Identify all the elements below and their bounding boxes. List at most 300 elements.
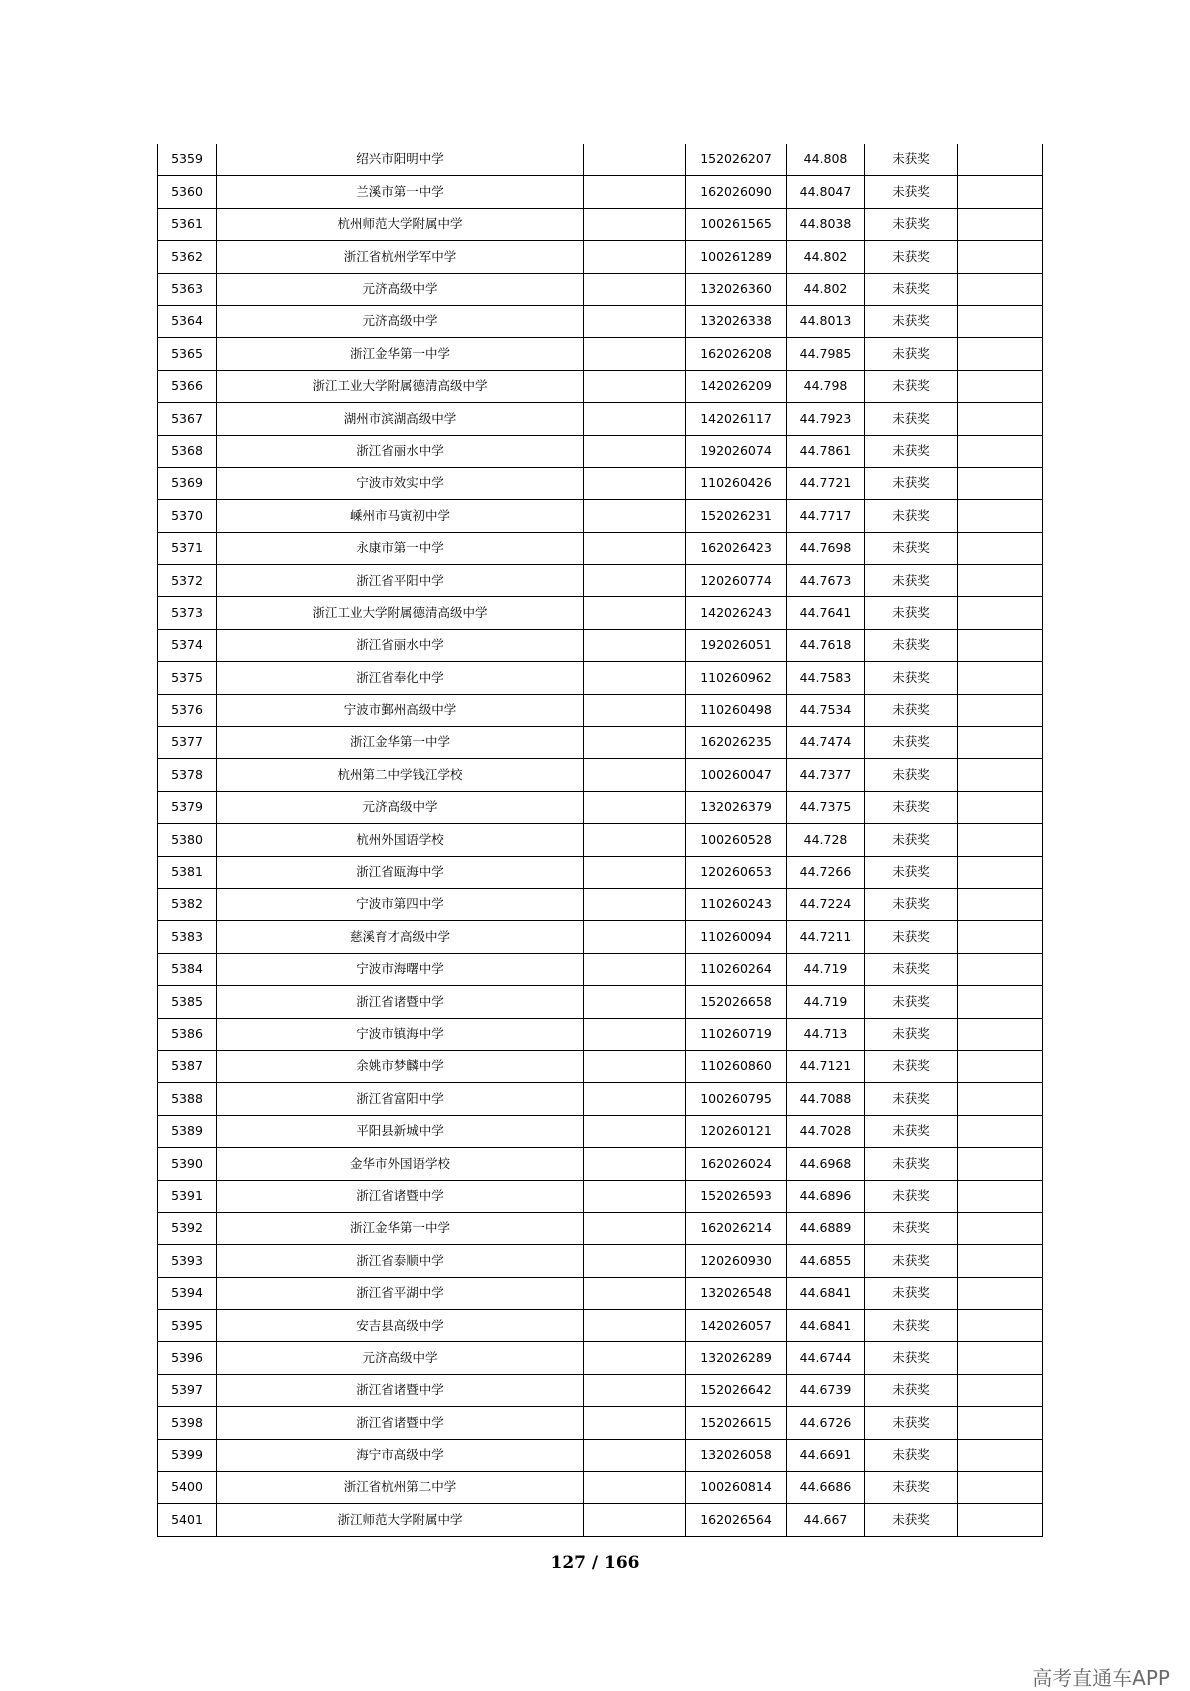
empty-cell [584, 953, 686, 985]
rank-cell: 5366 [158, 370, 217, 402]
empty-cell [584, 435, 686, 467]
school-cell: 安吉县高级中学 [217, 1310, 584, 1342]
award-cell: 未获奖 [865, 824, 958, 856]
table-row [158, 953, 1043, 985]
table-row [158, 1018, 1043, 1050]
empty-cell [584, 824, 686, 856]
score-cell: 44.7673 [787, 565, 865, 597]
rank-cell: 5372 [158, 565, 217, 597]
school-cell: 浙江省杭州第二中学 [217, 1472, 584, 1504]
award-cell: 未获奖 [865, 467, 958, 499]
award-cell: 未获奖 [865, 856, 958, 888]
rank-cell: 5388 [158, 1083, 217, 1115]
rank-cell: 5371 [158, 532, 217, 564]
award-cell: 未获奖 [865, 662, 958, 694]
score-cell: 44.8013 [787, 305, 865, 337]
empty-cell [958, 467, 1043, 499]
rank-cell: 5396 [158, 1342, 217, 1374]
score-cell: 44.6968 [787, 1148, 865, 1180]
score-cell: 44.7266 [787, 856, 865, 888]
empty-cell [584, 1342, 686, 1374]
candidate-id-cell: 110260243 [686, 888, 787, 920]
school-cell: 宁波市第四中学 [217, 888, 584, 920]
empty-cell [584, 532, 686, 564]
candidate-id-cell: 120260653 [686, 856, 787, 888]
empty-cell [958, 338, 1043, 370]
empty-cell [584, 921, 686, 953]
school-cell: 浙江省诸暨中学 [217, 1374, 584, 1406]
score-cell: 44.7224 [787, 888, 865, 920]
candidate-id-cell: 110260094 [686, 921, 787, 953]
score-cell: 44.7534 [787, 694, 865, 726]
candidate-id-cell: 142026209 [686, 370, 787, 402]
award-cell: 未获奖 [865, 273, 958, 305]
table-row [158, 1439, 1043, 1471]
award-cell: 未获奖 [865, 1472, 958, 1504]
empty-cell [958, 305, 1043, 337]
candidate-id-cell: 162026423 [686, 532, 787, 564]
score-cell: 44.7211 [787, 921, 865, 953]
score-cell: 44.8047 [787, 176, 865, 208]
results-table [157, 144, 1043, 1537]
table-row [158, 727, 1043, 759]
score-cell: 44.667 [787, 1504, 865, 1536]
candidate-id-cell: 162026235 [686, 727, 787, 759]
score-cell: 44.6739 [787, 1374, 865, 1406]
empty-cell [958, 1212, 1043, 1244]
rank-cell: 5365 [158, 338, 217, 370]
empty-cell [958, 791, 1043, 823]
table-row [158, 1277, 1043, 1309]
school-cell: 浙江师范大学附属中学 [217, 1504, 584, 1536]
empty-cell [958, 1050, 1043, 1082]
rank-cell: 5389 [158, 1115, 217, 1147]
empty-cell [958, 403, 1043, 435]
table-row [158, 338, 1043, 370]
rank-cell: 5401 [158, 1504, 217, 1536]
table-row [158, 1472, 1043, 1504]
school-cell: 浙江省富阳中学 [217, 1083, 584, 1115]
award-cell: 未获奖 [865, 1277, 958, 1309]
empty-cell [958, 1310, 1043, 1342]
empty-cell [958, 856, 1043, 888]
rank-cell: 5381 [158, 856, 217, 888]
candidate-id-cell: 132026058 [686, 1439, 787, 1471]
award-cell: 未获奖 [865, 1050, 958, 1082]
score-cell: 44.8038 [787, 208, 865, 240]
award-cell: 未获奖 [865, 1245, 958, 1277]
candidate-id-cell: 152026593 [686, 1180, 787, 1212]
rank-cell: 5364 [158, 305, 217, 337]
award-cell: 未获奖 [865, 532, 958, 564]
award-cell: 未获奖 [865, 1083, 958, 1115]
empty-cell [584, 1472, 686, 1504]
candidate-id-cell: 162026208 [686, 338, 787, 370]
rank-cell: 5368 [158, 435, 217, 467]
candidate-id-cell: 142026057 [686, 1310, 787, 1342]
table-row [158, 1407, 1043, 1439]
award-cell: 未获奖 [865, 1115, 958, 1147]
candidate-id-cell: 192026051 [686, 629, 787, 661]
rank-cell: 5363 [158, 273, 217, 305]
rank-cell: 5373 [158, 597, 217, 629]
score-cell: 44.713 [787, 1018, 865, 1050]
candidate-id-cell: 162026090 [686, 176, 787, 208]
score-cell: 44.7641 [787, 597, 865, 629]
empty-cell [584, 273, 686, 305]
rank-cell: 5359 [158, 144, 217, 176]
empty-cell [958, 1472, 1043, 1504]
award-cell: 未获奖 [865, 338, 958, 370]
empty-cell [584, 1050, 686, 1082]
award-cell: 未获奖 [865, 921, 958, 953]
candidate-id-cell: 110260498 [686, 694, 787, 726]
score-cell: 44.7717 [787, 500, 865, 532]
empty-cell [958, 1407, 1043, 1439]
school-cell: 平阳县新城中学 [217, 1115, 584, 1147]
rank-cell: 5384 [158, 953, 217, 985]
empty-cell [584, 1115, 686, 1147]
empty-cell [958, 565, 1043, 597]
empty-cell [958, 759, 1043, 791]
score-cell: 44.6841 [787, 1277, 865, 1309]
score-cell: 44.808 [787, 144, 865, 176]
award-cell: 未获奖 [865, 208, 958, 240]
empty-cell [958, 1439, 1043, 1471]
school-cell: 浙江省诸暨中学 [217, 986, 584, 1018]
empty-cell [584, 1504, 686, 1536]
empty-cell [958, 694, 1043, 726]
candidate-id-cell: 100260528 [686, 824, 787, 856]
candidate-id-cell: 120260774 [686, 565, 787, 597]
candidate-id-cell: 100261289 [686, 241, 787, 273]
empty-cell [958, 1083, 1043, 1115]
rank-cell: 5376 [158, 694, 217, 726]
award-cell: 未获奖 [865, 888, 958, 920]
school-cell: 嵊州市马寅初中学 [217, 500, 584, 532]
rank-cell: 5374 [158, 629, 217, 661]
rank-cell: 5386 [158, 1018, 217, 1050]
score-cell: 44.7618 [787, 629, 865, 661]
empty-cell [584, 1148, 686, 1180]
empty-cell [584, 403, 686, 435]
award-cell: 未获奖 [865, 1374, 958, 1406]
award-cell: 未获奖 [865, 1212, 958, 1244]
rank-cell: 5378 [158, 759, 217, 791]
empty-cell [584, 727, 686, 759]
empty-cell [958, 662, 1043, 694]
score-cell: 44.719 [787, 953, 865, 985]
school-cell: 湖州市滨湖高级中学 [217, 403, 584, 435]
award-cell: 未获奖 [865, 1310, 958, 1342]
rank-cell: 5375 [158, 662, 217, 694]
empty-cell [584, 1083, 686, 1115]
empty-cell [584, 338, 686, 370]
candidate-id-cell: 100260047 [686, 759, 787, 791]
school-cell: 元济高级中学 [217, 305, 584, 337]
school-cell: 元济高级中学 [217, 1342, 584, 1374]
award-cell: 未获奖 [865, 1148, 958, 1180]
score-cell: 44.802 [787, 241, 865, 273]
score-cell: 44.7923 [787, 403, 865, 435]
empty-cell [958, 921, 1043, 953]
school-cell: 海宁市高级中学 [217, 1439, 584, 1471]
table-row [158, 629, 1043, 661]
school-cell: 兰溪市第一中学 [217, 176, 584, 208]
table-row [158, 921, 1043, 953]
table-row [158, 888, 1043, 920]
empty-cell [584, 759, 686, 791]
rank-cell: 5361 [158, 208, 217, 240]
empty-cell [584, 1439, 686, 1471]
rank-cell: 5362 [158, 241, 217, 273]
award-cell: 未获奖 [865, 144, 958, 176]
award-cell: 未获奖 [865, 1180, 958, 1212]
score-cell: 44.7121 [787, 1050, 865, 1082]
candidate-id-cell: 142026243 [686, 597, 787, 629]
empty-cell [584, 208, 686, 240]
school-cell: 浙江省奉化中学 [217, 662, 584, 694]
school-cell: 元济高级中学 [217, 791, 584, 823]
score-cell: 44.6691 [787, 1439, 865, 1471]
candidate-id-cell: 192026074 [686, 435, 787, 467]
school-cell: 金华市外国语学校 [217, 1148, 584, 1180]
candidate-id-cell: 142026117 [686, 403, 787, 435]
award-cell: 未获奖 [865, 759, 958, 791]
rank-cell: 5392 [158, 1212, 217, 1244]
rank-cell: 5377 [158, 727, 217, 759]
candidate-id-cell: 162026024 [686, 1148, 787, 1180]
empty-cell [584, 565, 686, 597]
table-row [158, 986, 1043, 1018]
empty-cell [584, 888, 686, 920]
page-number: 127 / 166 [550, 1553, 640, 1573]
table-row [158, 1050, 1043, 1082]
candidate-id-cell: 132026338 [686, 305, 787, 337]
table-row [158, 241, 1043, 273]
school-cell: 浙江省丽水中学 [217, 435, 584, 467]
school-cell: 宁波市海曙中学 [217, 953, 584, 985]
empty-cell [584, 856, 686, 888]
empty-cell [958, 532, 1043, 564]
score-cell: 44.719 [787, 986, 865, 1018]
table-row [158, 403, 1043, 435]
rank-cell: 5367 [158, 403, 217, 435]
table-row [158, 1310, 1043, 1342]
empty-cell [584, 694, 686, 726]
candidate-id-cell: 120260121 [686, 1115, 787, 1147]
score-cell: 44.7377 [787, 759, 865, 791]
candidate-id-cell: 100261565 [686, 208, 787, 240]
score-cell: 44.7583 [787, 662, 865, 694]
empty-cell [958, 953, 1043, 985]
rank-cell: 5360 [158, 176, 217, 208]
score-cell: 44.7721 [787, 467, 865, 499]
award-cell: 未获奖 [865, 435, 958, 467]
candidate-id-cell: 132026360 [686, 273, 787, 305]
empty-cell [958, 370, 1043, 402]
school-cell: 杭州外国语学校 [217, 824, 584, 856]
award-cell: 未获奖 [865, 597, 958, 629]
award-cell: 未获奖 [865, 370, 958, 402]
table-row [158, 694, 1043, 726]
school-cell: 浙江金华第一中学 [217, 727, 584, 759]
award-cell: 未获奖 [865, 176, 958, 208]
empty-cell [584, 791, 686, 823]
school-cell: 慈溪育才高级中学 [217, 921, 584, 953]
table-row [158, 435, 1043, 467]
school-cell: 浙江金华第一中学 [217, 1212, 584, 1244]
empty-cell [958, 500, 1043, 532]
empty-cell [584, 1018, 686, 1050]
empty-cell [958, 629, 1043, 661]
school-cell: 浙江省泰顺中学 [217, 1245, 584, 1277]
score-cell: 44.6841 [787, 1310, 865, 1342]
table-row [158, 1083, 1043, 1115]
table-row [158, 1180, 1043, 1212]
score-cell: 44.798 [787, 370, 865, 402]
award-cell: 未获奖 [865, 986, 958, 1018]
rank-cell: 5399 [158, 1439, 217, 1471]
empty-cell [958, 1018, 1043, 1050]
empty-cell [958, 1374, 1043, 1406]
table-row [158, 370, 1043, 402]
school-cell: 浙江工业大学附属德清高级中学 [217, 370, 584, 402]
table-row [158, 791, 1043, 823]
score-cell: 44.7088 [787, 1083, 865, 1115]
school-cell: 宁波市鄞州高级中学 [217, 694, 584, 726]
empty-cell [584, 370, 686, 402]
table-row [158, 467, 1043, 499]
rank-cell: 5370 [158, 500, 217, 532]
school-cell: 永康市第一中学 [217, 532, 584, 564]
empty-cell [958, 144, 1043, 176]
score-cell: 44.7698 [787, 532, 865, 564]
empty-cell [958, 1277, 1043, 1309]
award-cell: 未获奖 [865, 565, 958, 597]
empty-cell [584, 467, 686, 499]
candidate-id-cell: 162026214 [686, 1212, 787, 1244]
school-cell: 浙江省诸暨中学 [217, 1407, 584, 1439]
empty-cell [958, 1342, 1043, 1374]
candidate-id-cell: 152026658 [686, 986, 787, 1018]
score-cell: 44.7375 [787, 791, 865, 823]
empty-cell [958, 1245, 1043, 1277]
school-cell: 绍兴市阳明中学 [217, 144, 584, 176]
award-cell: 未获奖 [865, 727, 958, 759]
school-cell: 浙江省诸暨中学 [217, 1180, 584, 1212]
table-row [158, 176, 1043, 208]
empty-cell [958, 727, 1043, 759]
candidate-id-cell: 100260795 [686, 1083, 787, 1115]
empty-cell [584, 1310, 686, 1342]
award-cell: 未获奖 [865, 791, 958, 823]
empty-cell [958, 435, 1043, 467]
table-row [158, 208, 1043, 240]
empty-cell [958, 241, 1043, 273]
table-row [158, 1115, 1043, 1147]
empty-cell [958, 1180, 1043, 1212]
empty-cell [958, 824, 1043, 856]
award-cell: 未获奖 [865, 305, 958, 337]
empty-cell [584, 597, 686, 629]
school-cell: 浙江省平湖中学 [217, 1277, 584, 1309]
score-cell: 44.7985 [787, 338, 865, 370]
candidate-id-cell: 120260930 [686, 1245, 787, 1277]
rank-cell: 5383 [158, 921, 217, 953]
candidate-id-cell: 152026642 [686, 1374, 787, 1406]
candidate-id-cell: 162026564 [686, 1504, 787, 1536]
school-cell: 浙江省丽水中学 [217, 629, 584, 661]
table-row [158, 856, 1043, 888]
school-cell: 杭州师范大学附属中学 [217, 208, 584, 240]
empty-cell [958, 597, 1043, 629]
school-cell: 浙江工业大学附属德清高级中学 [217, 597, 584, 629]
award-cell: 未获奖 [865, 694, 958, 726]
school-cell: 杭州第二中学钱江学校 [217, 759, 584, 791]
empty-cell [584, 629, 686, 661]
table-row [158, 1212, 1043, 1244]
table-row [158, 1342, 1043, 1374]
rank-cell: 5398 [158, 1407, 217, 1439]
table-row [158, 532, 1043, 564]
empty-cell [584, 1212, 686, 1244]
award-cell: 未获奖 [865, 629, 958, 661]
candidate-id-cell: 110260426 [686, 467, 787, 499]
candidate-id-cell: 132026289 [686, 1342, 787, 1374]
school-cell: 宁波市效实中学 [217, 467, 584, 499]
table-row [158, 144, 1043, 176]
empty-cell [584, 1180, 686, 1212]
score-cell: 44.6744 [787, 1342, 865, 1374]
score-cell: 44.7474 [787, 727, 865, 759]
empty-cell [958, 888, 1043, 920]
award-cell: 未获奖 [865, 403, 958, 435]
empty-cell [584, 500, 686, 532]
school-cell: 浙江省杭州学军中学 [217, 241, 584, 273]
empty-cell [958, 208, 1043, 240]
table-row [158, 597, 1043, 629]
candidate-id-cell: 110260962 [686, 662, 787, 694]
empty-cell [584, 176, 686, 208]
score-cell: 44.7028 [787, 1115, 865, 1147]
empty-cell [958, 273, 1043, 305]
candidate-id-cell: 152026231 [686, 500, 787, 532]
empty-cell [584, 662, 686, 694]
award-cell: 未获奖 [865, 1342, 958, 1374]
score-cell: 44.802 [787, 273, 865, 305]
rank-cell: 5382 [158, 888, 217, 920]
watermark: 高考直通车APP [1032, 1666, 1170, 1690]
school-cell: 浙江金华第一中学 [217, 338, 584, 370]
empty-cell [584, 986, 686, 1018]
empty-cell [958, 176, 1043, 208]
table-row [158, 1245, 1043, 1277]
score-cell: 44.6855 [787, 1245, 865, 1277]
rank-cell: 5385 [158, 986, 217, 1018]
candidate-id-cell: 110260860 [686, 1050, 787, 1082]
school-cell: 浙江省平阳中学 [217, 565, 584, 597]
score-cell: 44.6686 [787, 1472, 865, 1504]
candidate-id-cell: 110260719 [686, 1018, 787, 1050]
empty-cell [584, 1245, 686, 1277]
table-body [158, 144, 1043, 1536]
candidate-id-cell: 132026379 [686, 791, 787, 823]
school-cell: 宁波市镇海中学 [217, 1018, 584, 1050]
candidate-id-cell: 100260814 [686, 1472, 787, 1504]
score-cell: 44.7861 [787, 435, 865, 467]
rank-cell: 5400 [158, 1472, 217, 1504]
